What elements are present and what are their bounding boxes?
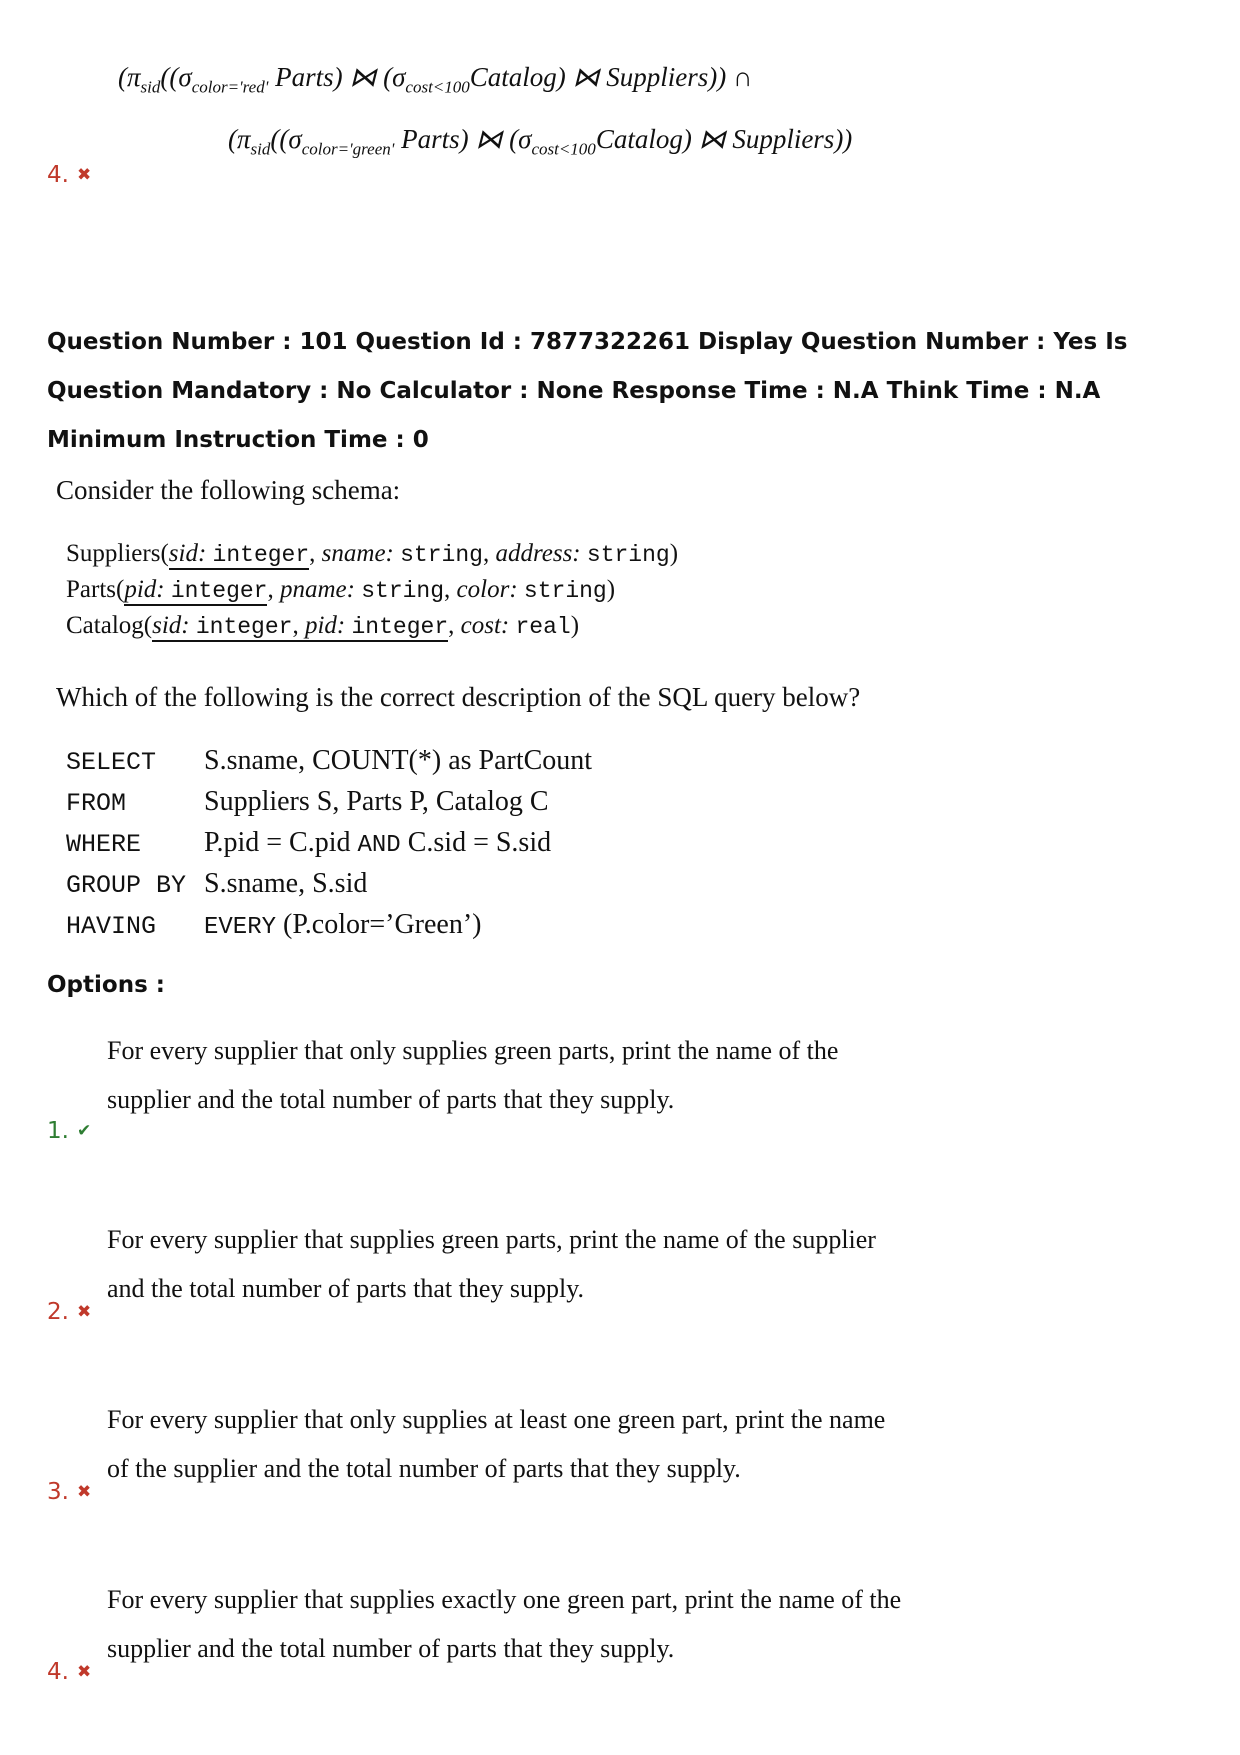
- sql-keyword-select: SELECT: [66, 748, 157, 777]
- cross-icon: ✖: [76, 165, 92, 185]
- option-2-marker: 2. ✖: [47, 1299, 92, 1325]
- ra-expression-line-2: ($\pi_{sid}((\sigma_{color='green'}$ Parts) ⋈ $(\sigma_{cost<100}Catalog)$ ⋈ Suppliers)): [228, 124, 853, 159]
- option-4-text[interactable]: For every supplier that supplies exactly one green part, print the name of the supplier and the total number of parts that they supply.: [107, 1585, 902, 1663]
- prev-option-4-marker: 4. ✖: [47, 162, 92, 188]
- option-1-marker: 1. ✔: [47, 1118, 92, 1144]
- sql-clause-from: Suppliers S, Parts P, Catalog C: [204, 786, 549, 817]
- option-2-text[interactable]: For every supplier that supplies green parts, print the name of the supplier and the total number of parts that they supply.: [107, 1225, 876, 1303]
- cross-icon: ✖: [76, 1482, 92, 1502]
- sql-clause-having: EVERY (P.color=’Green’): [204, 909, 482, 941]
- cross-icon: ✖: [76, 1302, 92, 1322]
- option-1-text[interactable]: For every supplier that only supplies green parts, print the name of the supplier and the total number of parts that they supply.: [107, 1036, 839, 1114]
- option-3-text[interactable]: For every supplier that only supplies at least one green part, print the name of the supplier and the total number of parts that they supply.: [107, 1405, 886, 1483]
- sql-keyword-group-by: GROUP BY: [66, 871, 187, 900]
- question-intro: Consider the following schema:: [56, 475, 401, 505]
- question-meta: Question Number : 101 Question Id : 7877322261 Display Question Number : Yes Is Question Mandatory : No Calculator : None Response Time : N.A Think Time : N.A Minimum Instruction Time : 0: [47, 329, 1128, 453]
- sql-clause-group-by: S.sname, S.sid: [204, 868, 368, 899]
- schema-parts: Parts(pid: integer, pname: string, color: string): [66, 576, 616, 604]
- sql-keyword-where: WHERE: [66, 830, 142, 859]
- options-label: Options :: [47, 972, 165, 998]
- sql-keyword-having: HAVING: [66, 912, 157, 941]
- option-4-marker: 4. ✖: [47, 1659, 92, 1685]
- schema-catalog: Catalog(sid: integer, pid: integer, cost: real): [66, 612, 580, 640]
- cross-icon: ✖: [76, 1662, 92, 1682]
- option-3-marker: 3. ✖: [47, 1479, 92, 1505]
- ra-expression-line-1: ($\pi_{sid}((\sigma_{color='red'}$ Parts) ⋈ $(\sigma_{cost<100}Catalog)$ ⋈ Suppliers)) ∩: [118, 62, 753, 97]
- sql-clause-select: S.sname, COUNT(*) as PartCount: [204, 745, 593, 776]
- check-icon: ✔: [76, 1121, 92, 1141]
- question-prompt: Which of the following is the correct description of the SQL query below?: [56, 682, 861, 712]
- schema-suppliers: Suppliers(sid: integer, sname: string, address: string): [66, 540, 679, 568]
- sql-clause-where: P.pid = C.pid AND C.sid = S.sid: [204, 827, 552, 859]
- sql-keyword-from: FROM: [66, 789, 127, 818]
